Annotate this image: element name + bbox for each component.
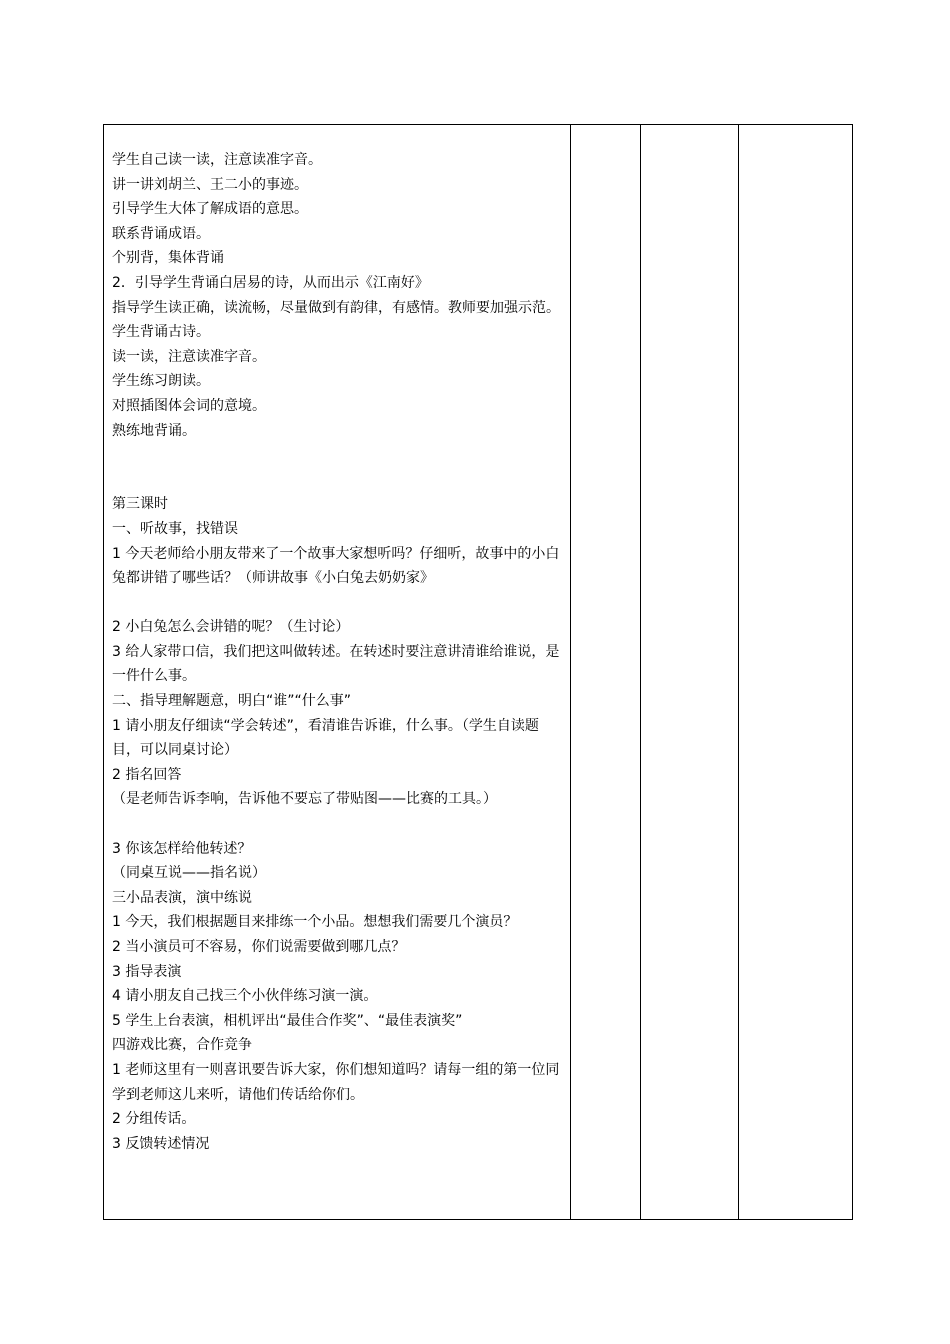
lesson-line: 2 指名回答 bbox=[112, 766, 182, 783]
lesson-line: 1 今天老师给小朋友带来了一个故事大家想听吗？仔细听，故事中的小白兔都讲错了哪些话？（师讲故事《小白兔去奶奶家》 bbox=[112, 545, 560, 587]
lesson-line: 2 小白兔怎么会讲错的呢？（生讨论） bbox=[112, 619, 350, 636]
lesson-line: （是老师告诉李响，告诉他不要忘了带贴图——比赛的工具。） bbox=[112, 791, 497, 808]
lesson-line: 3 指导表演 bbox=[112, 963, 182, 980]
lesson-line: 二、指导理解题意，明白“谁”“什么事” bbox=[112, 693, 352, 710]
lesson-line: 3 给人家带口信，我们把这叫做转述。在转述时要注意讲清谁给谁说，是一件什么事。 bbox=[112, 643, 560, 685]
lesson-line: 指导学生读正确，读流畅，尽量做到有韵律，有感情。教师要加强示范。 bbox=[112, 299, 560, 316]
lesson-line: 引导学生大体了解成语的意思。 bbox=[112, 201, 308, 218]
lesson-line: 学生背诵古诗。 bbox=[112, 324, 210, 341]
lesson-line: （同桌互说——指名说） bbox=[112, 865, 266, 882]
lesson-line: 一、听故事，找错误 bbox=[112, 520, 238, 537]
empty-cell-3 bbox=[641, 125, 739, 1220]
lesson-line: 1 老师这里有一则喜讯要告诉大家，你们想知道吗？请每一组的第一位同学到老师这儿来听，请他们传话给你们。 bbox=[112, 1061, 560, 1103]
lesson-line: 2．引导学生背诵白居易的诗，从而出示《江南好》 bbox=[112, 274, 429, 291]
lesson-line: 读一读，注意读准字音。 bbox=[112, 348, 266, 365]
lesson-line: 四游戏比赛，合作竞争 bbox=[112, 1037, 252, 1054]
lesson-line: 学生自己读一读，注意读准字音。 bbox=[112, 152, 322, 168]
blank-line bbox=[112, 591, 566, 616]
blank-line bbox=[112, 443, 566, 468]
lesson-line: 第三课时 bbox=[112, 496, 168, 513]
lesson-line: 个别背，集体背诵 bbox=[112, 250, 224, 267]
lesson-line: 3 反馈转述情况 bbox=[112, 1135, 210, 1152]
blank-line bbox=[112, 468, 566, 493]
lesson-content-cell bbox=[104, 125, 571, 1220]
lesson-line: 3 你该怎样给他转述？ bbox=[112, 840, 252, 857]
lesson-line: 熟练地背诵。 bbox=[112, 422, 196, 439]
lesson-line: 1 请小朋友仔细读“学会转述”，看清谁告诉谁，什么事。（学生自读题目，可以同桌讨论） bbox=[112, 717, 539, 759]
lesson-line: 学生练习朗读。 bbox=[112, 373, 210, 390]
lesson-line: 联系背诵成语。 bbox=[112, 225, 210, 242]
lesson-line: 1 今天，我们根据题目来排练一个小品。想想我们需要几个演员？ bbox=[112, 914, 518, 931]
empty-cell-4 bbox=[739, 125, 853, 1220]
lesson-content bbox=[104, 125, 570, 1156]
lesson-line: 三小品表演，演中练说 bbox=[112, 889, 252, 906]
lesson-line: 5 学生上台表演，相机评出“最佳合作奖”、“最佳表演奖” bbox=[112, 1012, 463, 1029]
empty-cell-2 bbox=[571, 125, 641, 1220]
lesson-line: 讲一讲刘胡兰、王二小的事迹。 bbox=[112, 176, 308, 193]
lesson-plan-table bbox=[103, 124, 853, 1220]
lesson-line: 4 请小朋友自己找三个小伙伴练习演一演。 bbox=[112, 988, 378, 1005]
lesson-line: 2 当小演员可不容易，你们说需要做到哪几点？ bbox=[112, 939, 406, 955]
table-row bbox=[104, 125, 853, 1220]
lesson-line: 对照插图体会词的意境。 bbox=[112, 397, 266, 414]
lesson-line: 2 分组传话。 bbox=[112, 1111, 196, 1128]
blank-line bbox=[112, 812, 566, 837]
